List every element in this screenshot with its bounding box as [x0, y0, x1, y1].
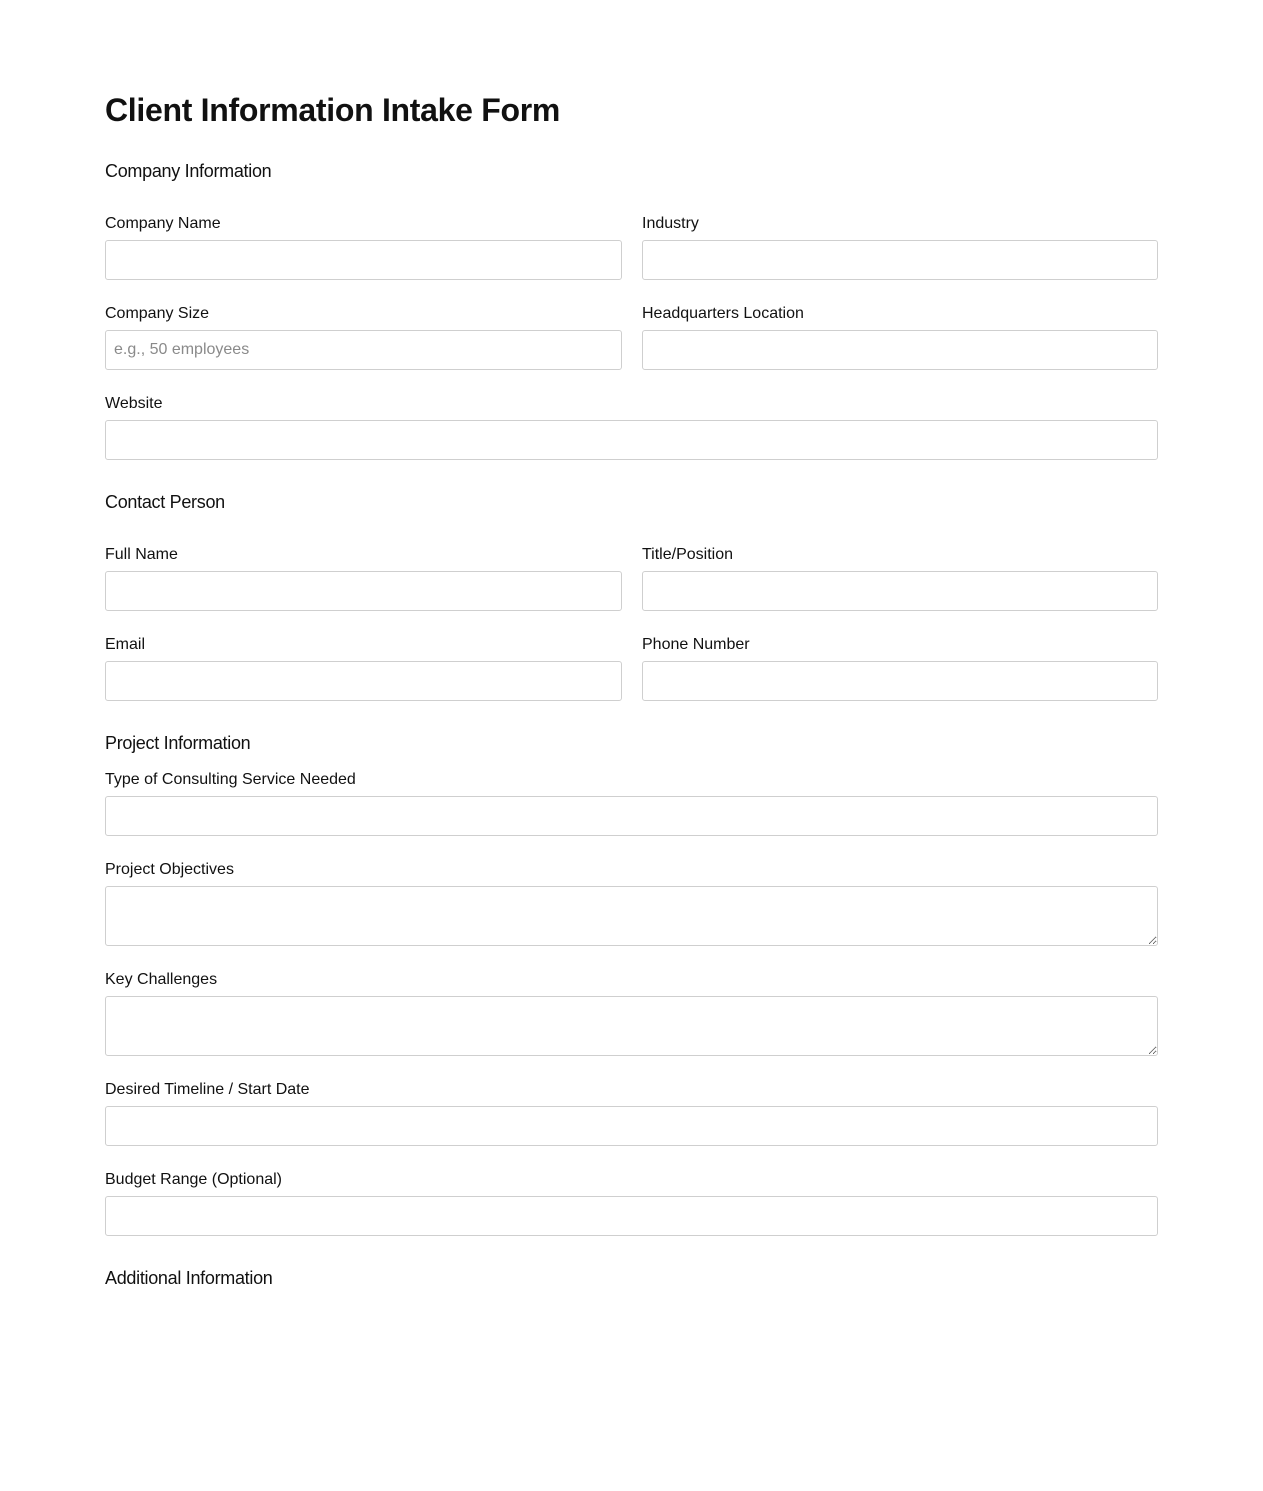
desired-timeline-label: Desired Timeline / Start Date — [105, 1081, 310, 1098]
consulting-service-type-label: Type of Consulting Service Needed — [105, 771, 356, 788]
section-title-company-information: Company Information — [105, 161, 272, 181]
company-size-field — [105, 304, 622, 370]
full-name-input[interactable] — [105, 571, 622, 611]
headquarters-location-input[interactable] — [642, 330, 1158, 370]
headquarters-location-label: Headquarters Location — [642, 305, 804, 322]
project-objectives-field — [105, 860, 1158, 946]
budget-range-field — [105, 1170, 1158, 1236]
title-position-input[interactable] — [642, 571, 1158, 611]
company-name-field — [105, 214, 622, 280]
desired-timeline-field — [105, 1080, 1158, 1146]
title-position-label: Title/Position — [642, 546, 733, 563]
industry-input[interactable] — [642, 240, 1158, 280]
phone-number-field — [642, 635, 1158, 701]
full-name-label: Full Name — [105, 546, 178, 563]
email-label: Email — [105, 636, 146, 653]
section-title-additional-information: Additional Information — [105, 1268, 273, 1288]
budget-range-input[interactable] — [105, 1196, 1158, 1236]
phone-number-label: Phone Number — [642, 636, 750, 653]
phone-number-input[interactable] — [642, 661, 1158, 701]
budget-range-label: Budget Range (Optional) — [105, 1171, 282, 1188]
page-title: Client Information Intake Form — [105, 92, 561, 128]
email-field — [105, 635, 622, 701]
website-field — [105, 394, 1158, 460]
title-position-field — [642, 545, 1158, 611]
key-challenges-textarea[interactable] — [105, 996, 1158, 1056]
key-challenges-label: Key Challenges — [105, 971, 218, 988]
headquarters-location-field — [642, 304, 1158, 370]
company-name-label: Company Name — [105, 215, 221, 232]
website-input[interactable] — [105, 420, 1158, 460]
consulting-service-type-field — [105, 770, 1158, 836]
section-title-contact-person: Contact Person — [105, 492, 225, 512]
industry-label: Industry — [642, 215, 699, 232]
project-objectives-textarea[interactable] — [105, 886, 1158, 946]
industry-field — [642, 214, 1158, 280]
consulting-service-type-input[interactable] — [105, 796, 1158, 836]
full-name-field — [105, 545, 622, 611]
desired-timeline-input[interactable] — [105, 1106, 1158, 1146]
company-size-label: Company Size — [105, 305, 210, 322]
company-name-input[interactable] — [105, 240, 622, 280]
email-input[interactable] — [105, 661, 622, 701]
section-title-project-information: Project Information — [105, 733, 251, 753]
project-objectives-label: Project Objectives — [105, 861, 234, 878]
website-label: Website — [105, 395, 163, 412]
key-challenges-field — [105, 970, 1158, 1056]
company-size-input[interactable] — [105, 330, 622, 370]
